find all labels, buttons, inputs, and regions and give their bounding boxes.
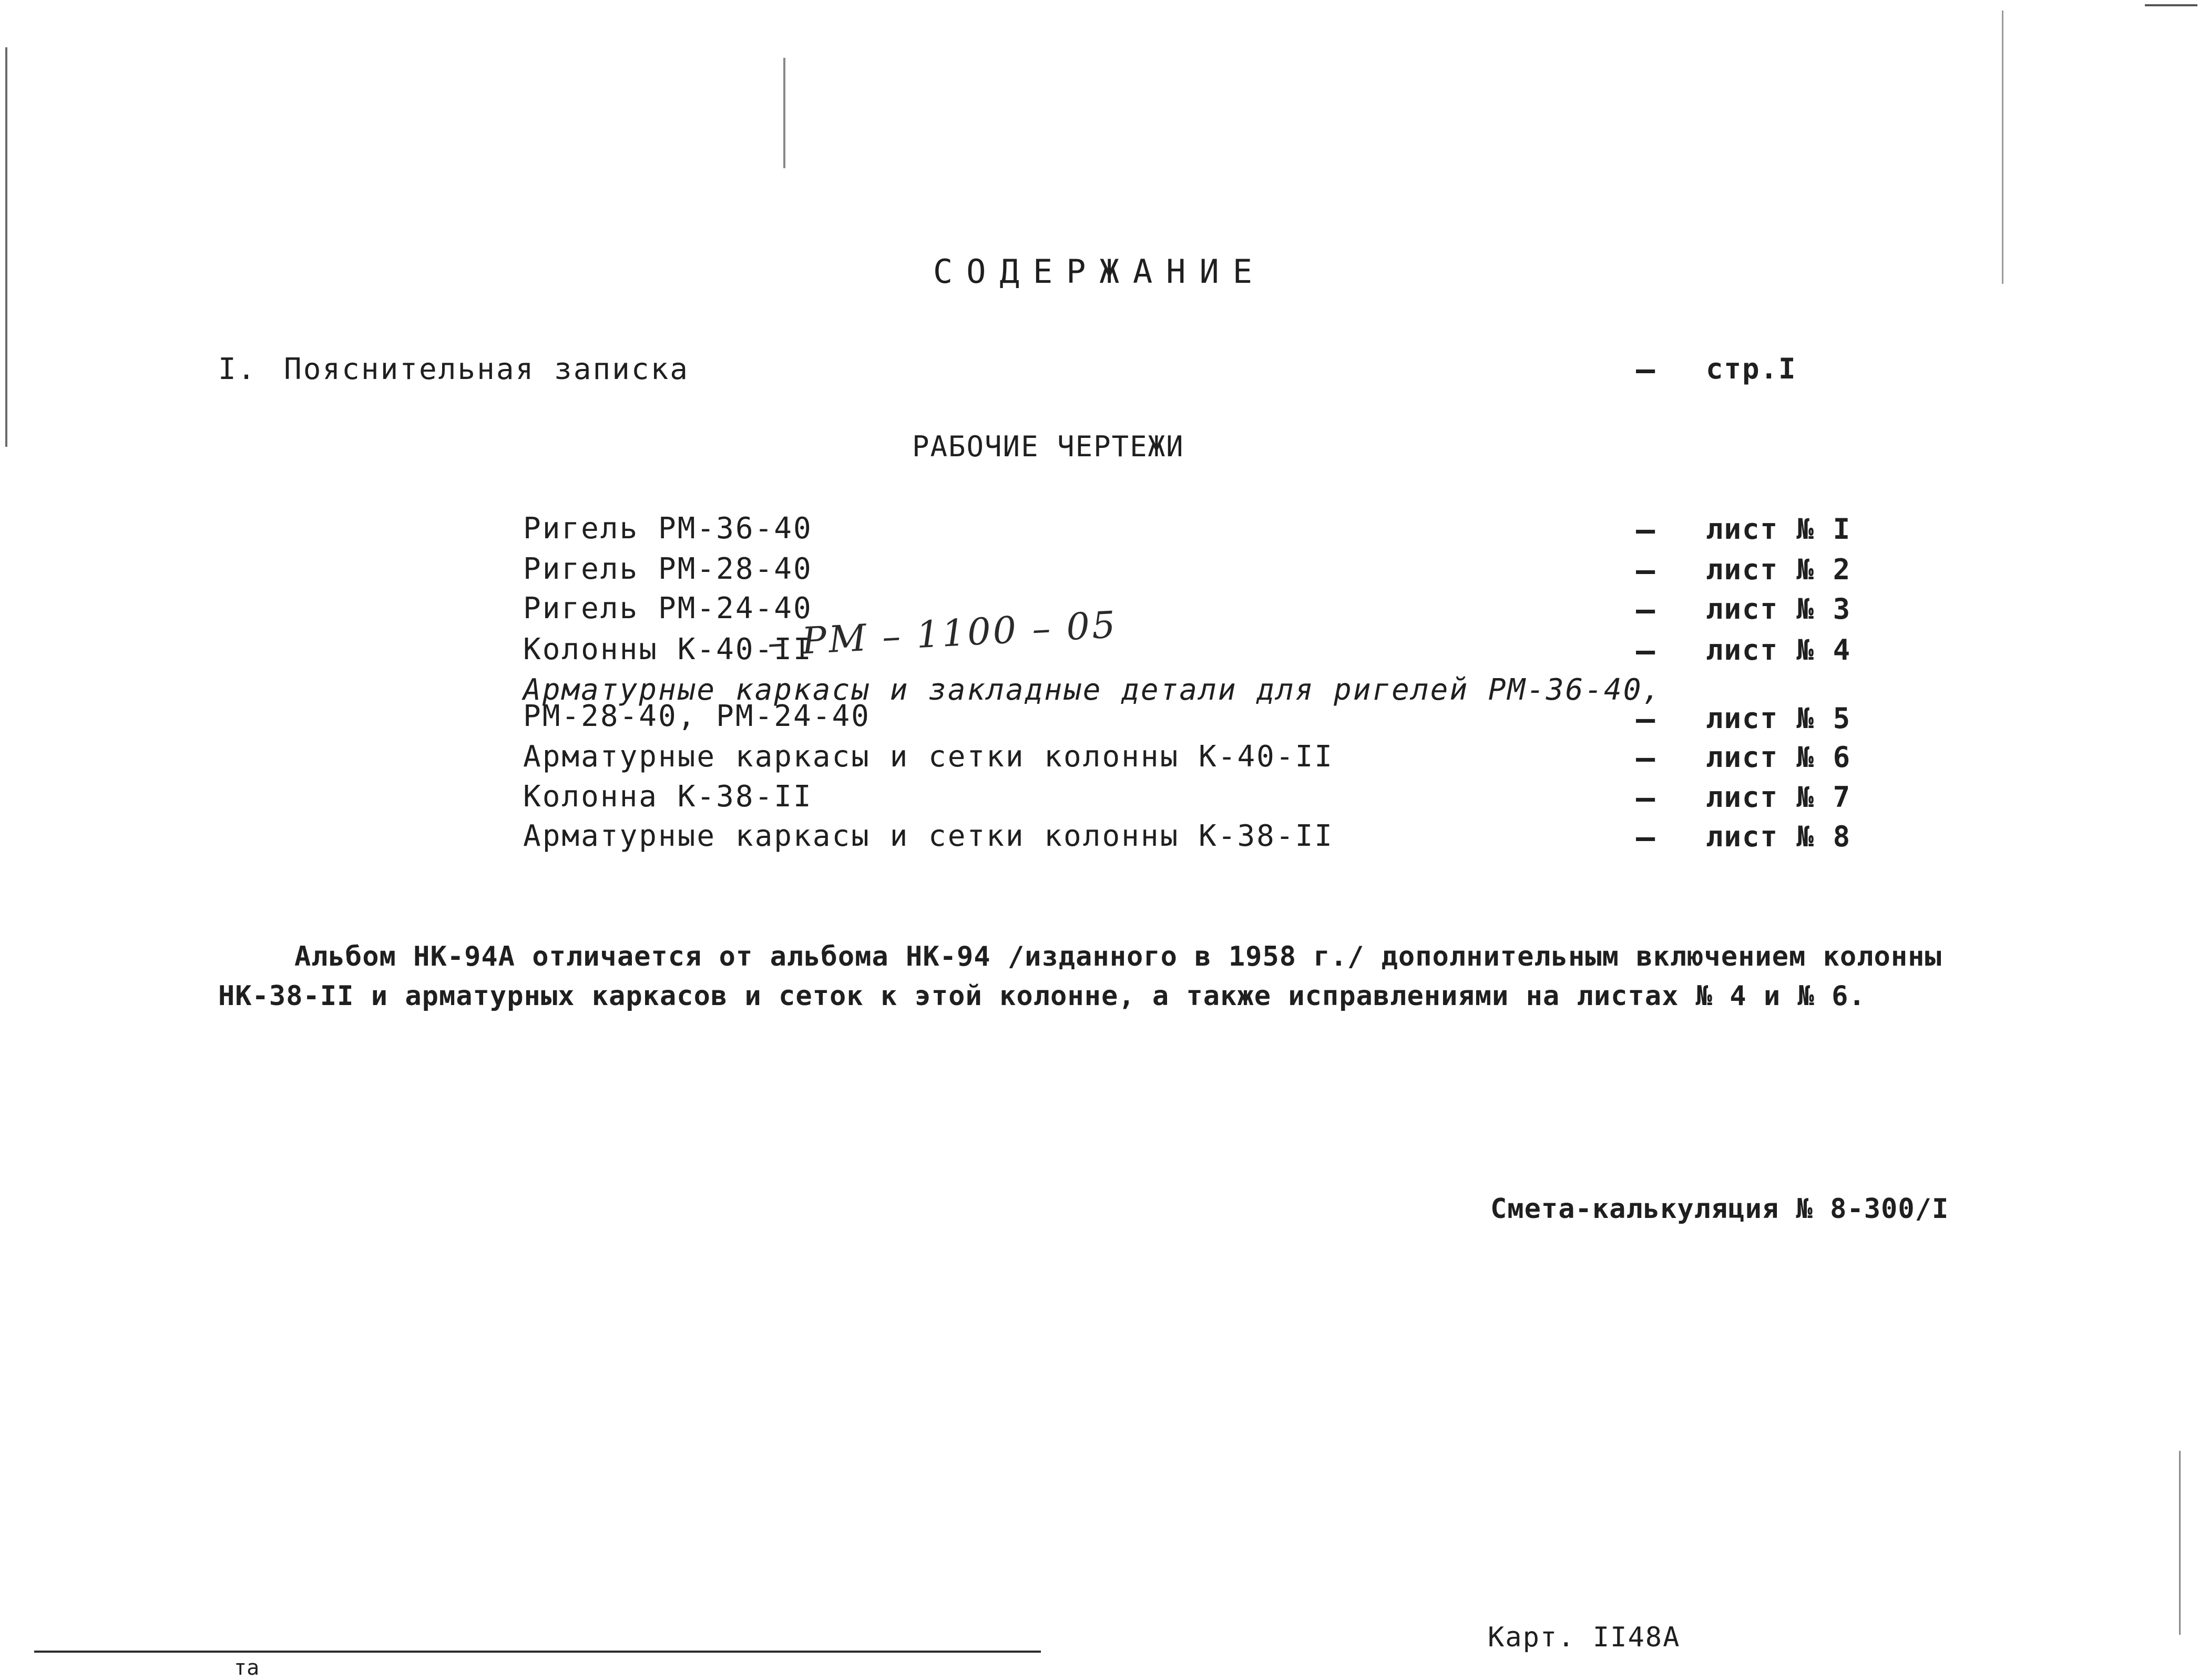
drawing-item-dash: – <box>1636 552 1655 589</box>
drawing-item-sheet: лист № 3 <box>1706 592 1852 626</box>
drawing-item-text: Арматурные каркасы и сетки колонны К-38-II <box>523 819 1334 853</box>
drawing-item-text-line2: РМ-28-40, РМ-24-40 <box>523 699 871 733</box>
drawing-item-sheet: лист № 7 <box>1706 781 1852 814</box>
drawing-item-text: Ригель РМ-24-40 <box>523 591 813 626</box>
explanatory-text: Пояснительная записка <box>284 352 690 386</box>
explanatory-page: стр.I <box>1706 352 1797 385</box>
drawing-item-text-line1: Арматурные каркасы и закладные детали для ригелей РМ-36-40, <box>523 673 1662 707</box>
drawing-item-text: Ригель РМ-36-40 <box>523 511 813 546</box>
drawing-item-text: Колонна К-38-II <box>523 780 813 814</box>
drawing-item-dash: – <box>1636 511 1655 548</box>
note-line-1: Альбом НК-94А отличается от альбома НК-94 /изданного в 1958 г./ дополнительным включением колонны <box>294 941 1942 972</box>
drawing-item-dash: – <box>1636 780 1655 816</box>
drawing-item-dash: – <box>1636 740 1655 776</box>
drawing-item-sheet: лист № 5 <box>1706 702 1852 735</box>
estimate-reference: Смета-калькуляция № 8-300/I <box>1490 1193 1949 1225</box>
drawing-item-dash: – <box>1636 632 1655 669</box>
drawing-item-dash: – <box>1636 591 1655 628</box>
scan-corner-mark <box>2145 4 2197 6</box>
drawing-item-sheet: лист № 4 <box>1706 633 1852 667</box>
handwritten-annotation: – РМ – 1100 – 05 <box>766 603 1119 664</box>
drawing-item-text: Колонны К-40-II <box>523 632 813 667</box>
explanatory-dash: – <box>1636 351 1655 388</box>
scan-edge-line-left <box>5 47 7 447</box>
drawing-item-dash: – <box>1636 819 1655 856</box>
scan-edge-line-right <box>2002 11 2003 284</box>
drawing-item-text: Ригель РМ-28-40 <box>523 552 813 586</box>
scan-fold-mark <box>783 58 785 168</box>
stamp-fragment: та <box>234 1656 260 1680</box>
drawing-item-sheet: лист № 2 <box>1706 553 1852 586</box>
note-line-2: НК-38-II и арматурных каркасов и сеток к этой колонне, а также исправлениями на листах № 4 и № 6. <box>218 980 1866 1012</box>
drawing-item-sheet: лист № 6 <box>1706 741 1852 774</box>
drawing-item-sheet: лист № I <box>1706 513 1852 546</box>
explanatory-number: I. <box>218 352 257 386</box>
drawing-item-sheet: лист № 8 <box>1706 820 1852 853</box>
contents-title: СОДЕРЖАНИЕ <box>933 252 1266 291</box>
drawing-item-dash: – <box>1636 701 1655 737</box>
scan-edge-line-far-right <box>2179 1451 2181 1635</box>
drawing-item-text: Арматурные каркасы и сетки колонны К-40-II <box>523 740 1334 774</box>
card-number: Карт. II48А <box>1488 1622 1681 1653</box>
bottom-rule <box>34 1651 1041 1653</box>
section-title: РАБОЧИЕ ЧЕРТЕЖИ <box>912 430 1184 463</box>
